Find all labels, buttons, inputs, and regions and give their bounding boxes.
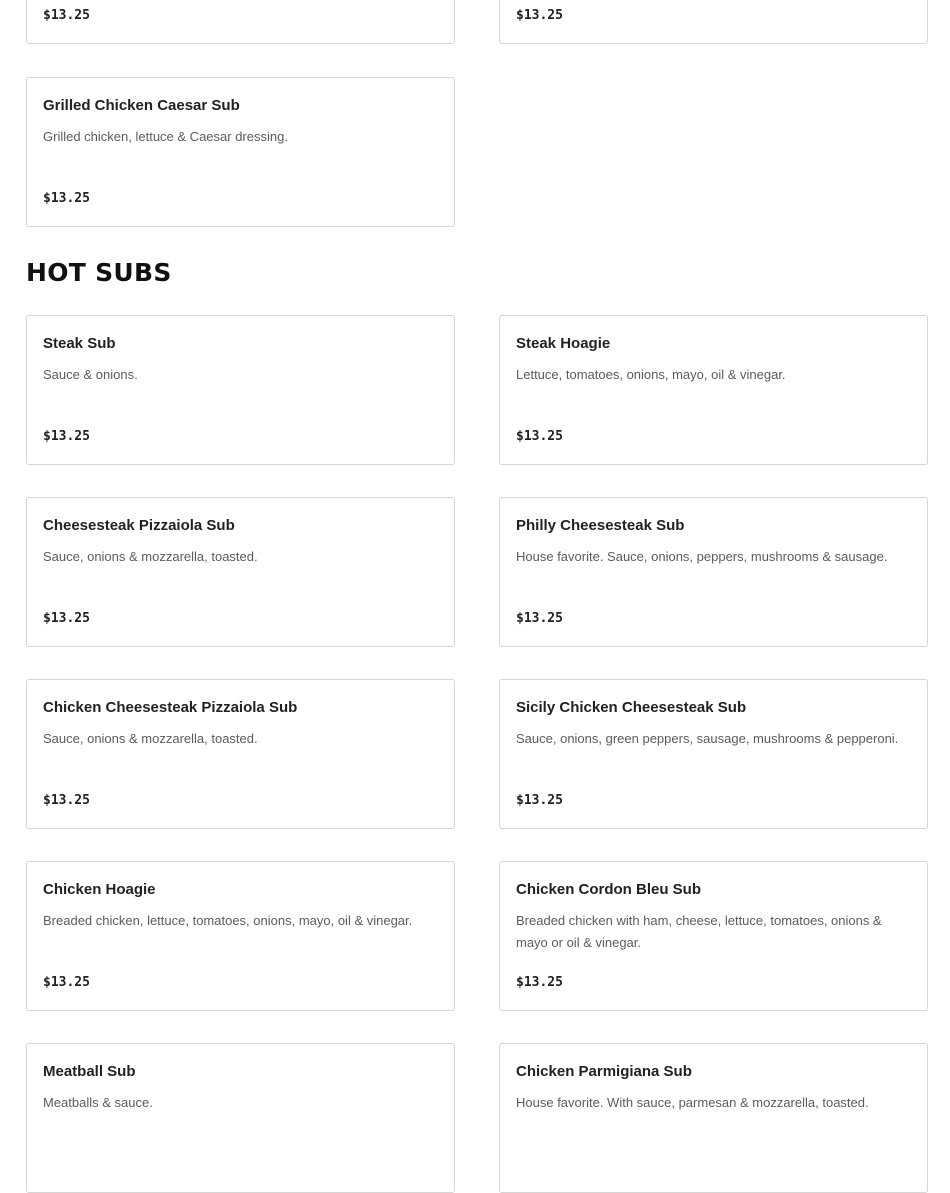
menu-item-card[interactable]: [26, 315, 455, 465]
menu-item-price: $13.25: [516, 8, 563, 23]
menu-item-name: Chicken Hoagie: [43, 881, 156, 898]
menu-item-card[interactable]: [26, 1043, 455, 1193]
menu-item-card[interactable]: [499, 679, 928, 829]
menu-item-description: Sauce, onions, green peppers, sausage, mushrooms & pepperoni.: [516, 731, 899, 746]
menu-item-price: $13.25: [43, 611, 90, 626]
menu-item-description: Sauce & onions.: [43, 367, 138, 382]
menu-item-price: $13.25: [43, 975, 90, 990]
menu-item-name: Meatball Sub: [43, 1063, 136, 1080]
menu-item-description: Grilled chicken, lettuce & Caesar dressing.: [43, 129, 288, 144]
menu-item-price: $13.25: [43, 191, 90, 206]
menu-item-card[interactable]: [26, 77, 455, 227]
menu-item-price: $13.25: [43, 793, 90, 808]
menu-item-price: $13.25: [516, 793, 563, 808]
menu-item-price: $13.25: [516, 611, 563, 626]
menu-item-name: Sicily Chicken Cheesesteak Sub: [516, 699, 747, 716]
menu-item-description: Sauce, onions & mozzarella, toasted.: [43, 731, 258, 746]
menu-item-card[interactable]: [499, 1043, 928, 1193]
menu-item-name: Grilled Chicken Caesar Sub: [43, 97, 240, 114]
section-title: HOT SUBS: [26, 258, 172, 287]
menu-item-description: House favorite. With sauce, parmesan & mozzarella, toasted.: [516, 1095, 869, 1110]
menu-item-description: Meatballs & sauce.: [43, 1095, 153, 1110]
menu-item-card[interactable]: [26, 0, 455, 44]
menu-item-name: Steak Sub: [43, 335, 116, 352]
menu-item-card[interactable]: [26, 497, 455, 647]
menu-item-description: Breaded chicken with ham, cheese, lettuce, tomatoes, onions & mayo or oil & vinegar.: [516, 913, 882, 950]
menu-item-price: $13.25: [516, 429, 563, 444]
menu-item-description: Breaded chicken, lettuce, tomatoes, onions, mayo, oil & vinegar.: [43, 913, 413, 928]
menu-item-card[interactable]: [26, 861, 455, 1011]
menu-item-name: Steak Hoagie: [516, 335, 611, 352]
menu-item-description: Lettuce, tomatoes, onions, mayo, oil & vinegar.: [516, 367, 786, 382]
menu-item-name: Philly Cheesesteak Sub: [516, 517, 685, 534]
menu-item-card[interactable]: [26, 679, 455, 829]
menu-item-description: Sauce, onions & mozzarella, toasted.: [43, 549, 258, 564]
menu-item-name: Chicken Cordon Bleu Sub: [516, 881, 702, 898]
menu-item-card[interactable]: [499, 315, 928, 465]
menu-item-card[interactable]: [499, 861, 928, 1011]
menu-item-card[interactable]: [499, 0, 928, 44]
menu-item-name: Cheesesteak Pizzaiola Sub: [43, 517, 235, 534]
menu-item-price: $13.25: [516, 975, 563, 990]
menu-item-price: $13.25: [43, 8, 90, 23]
menu-item-price: $13.25: [43, 429, 90, 444]
menu-item-description: House favorite. Sauce, onions, peppers, mushrooms & sausage.: [516, 549, 888, 564]
menu-item-card[interactable]: [499, 497, 928, 647]
menu-item-name: Chicken Cheesesteak Pizzaiola Sub: [43, 699, 298, 716]
menu-item-name: Chicken Parmigiana Sub: [516, 1063, 692, 1080]
